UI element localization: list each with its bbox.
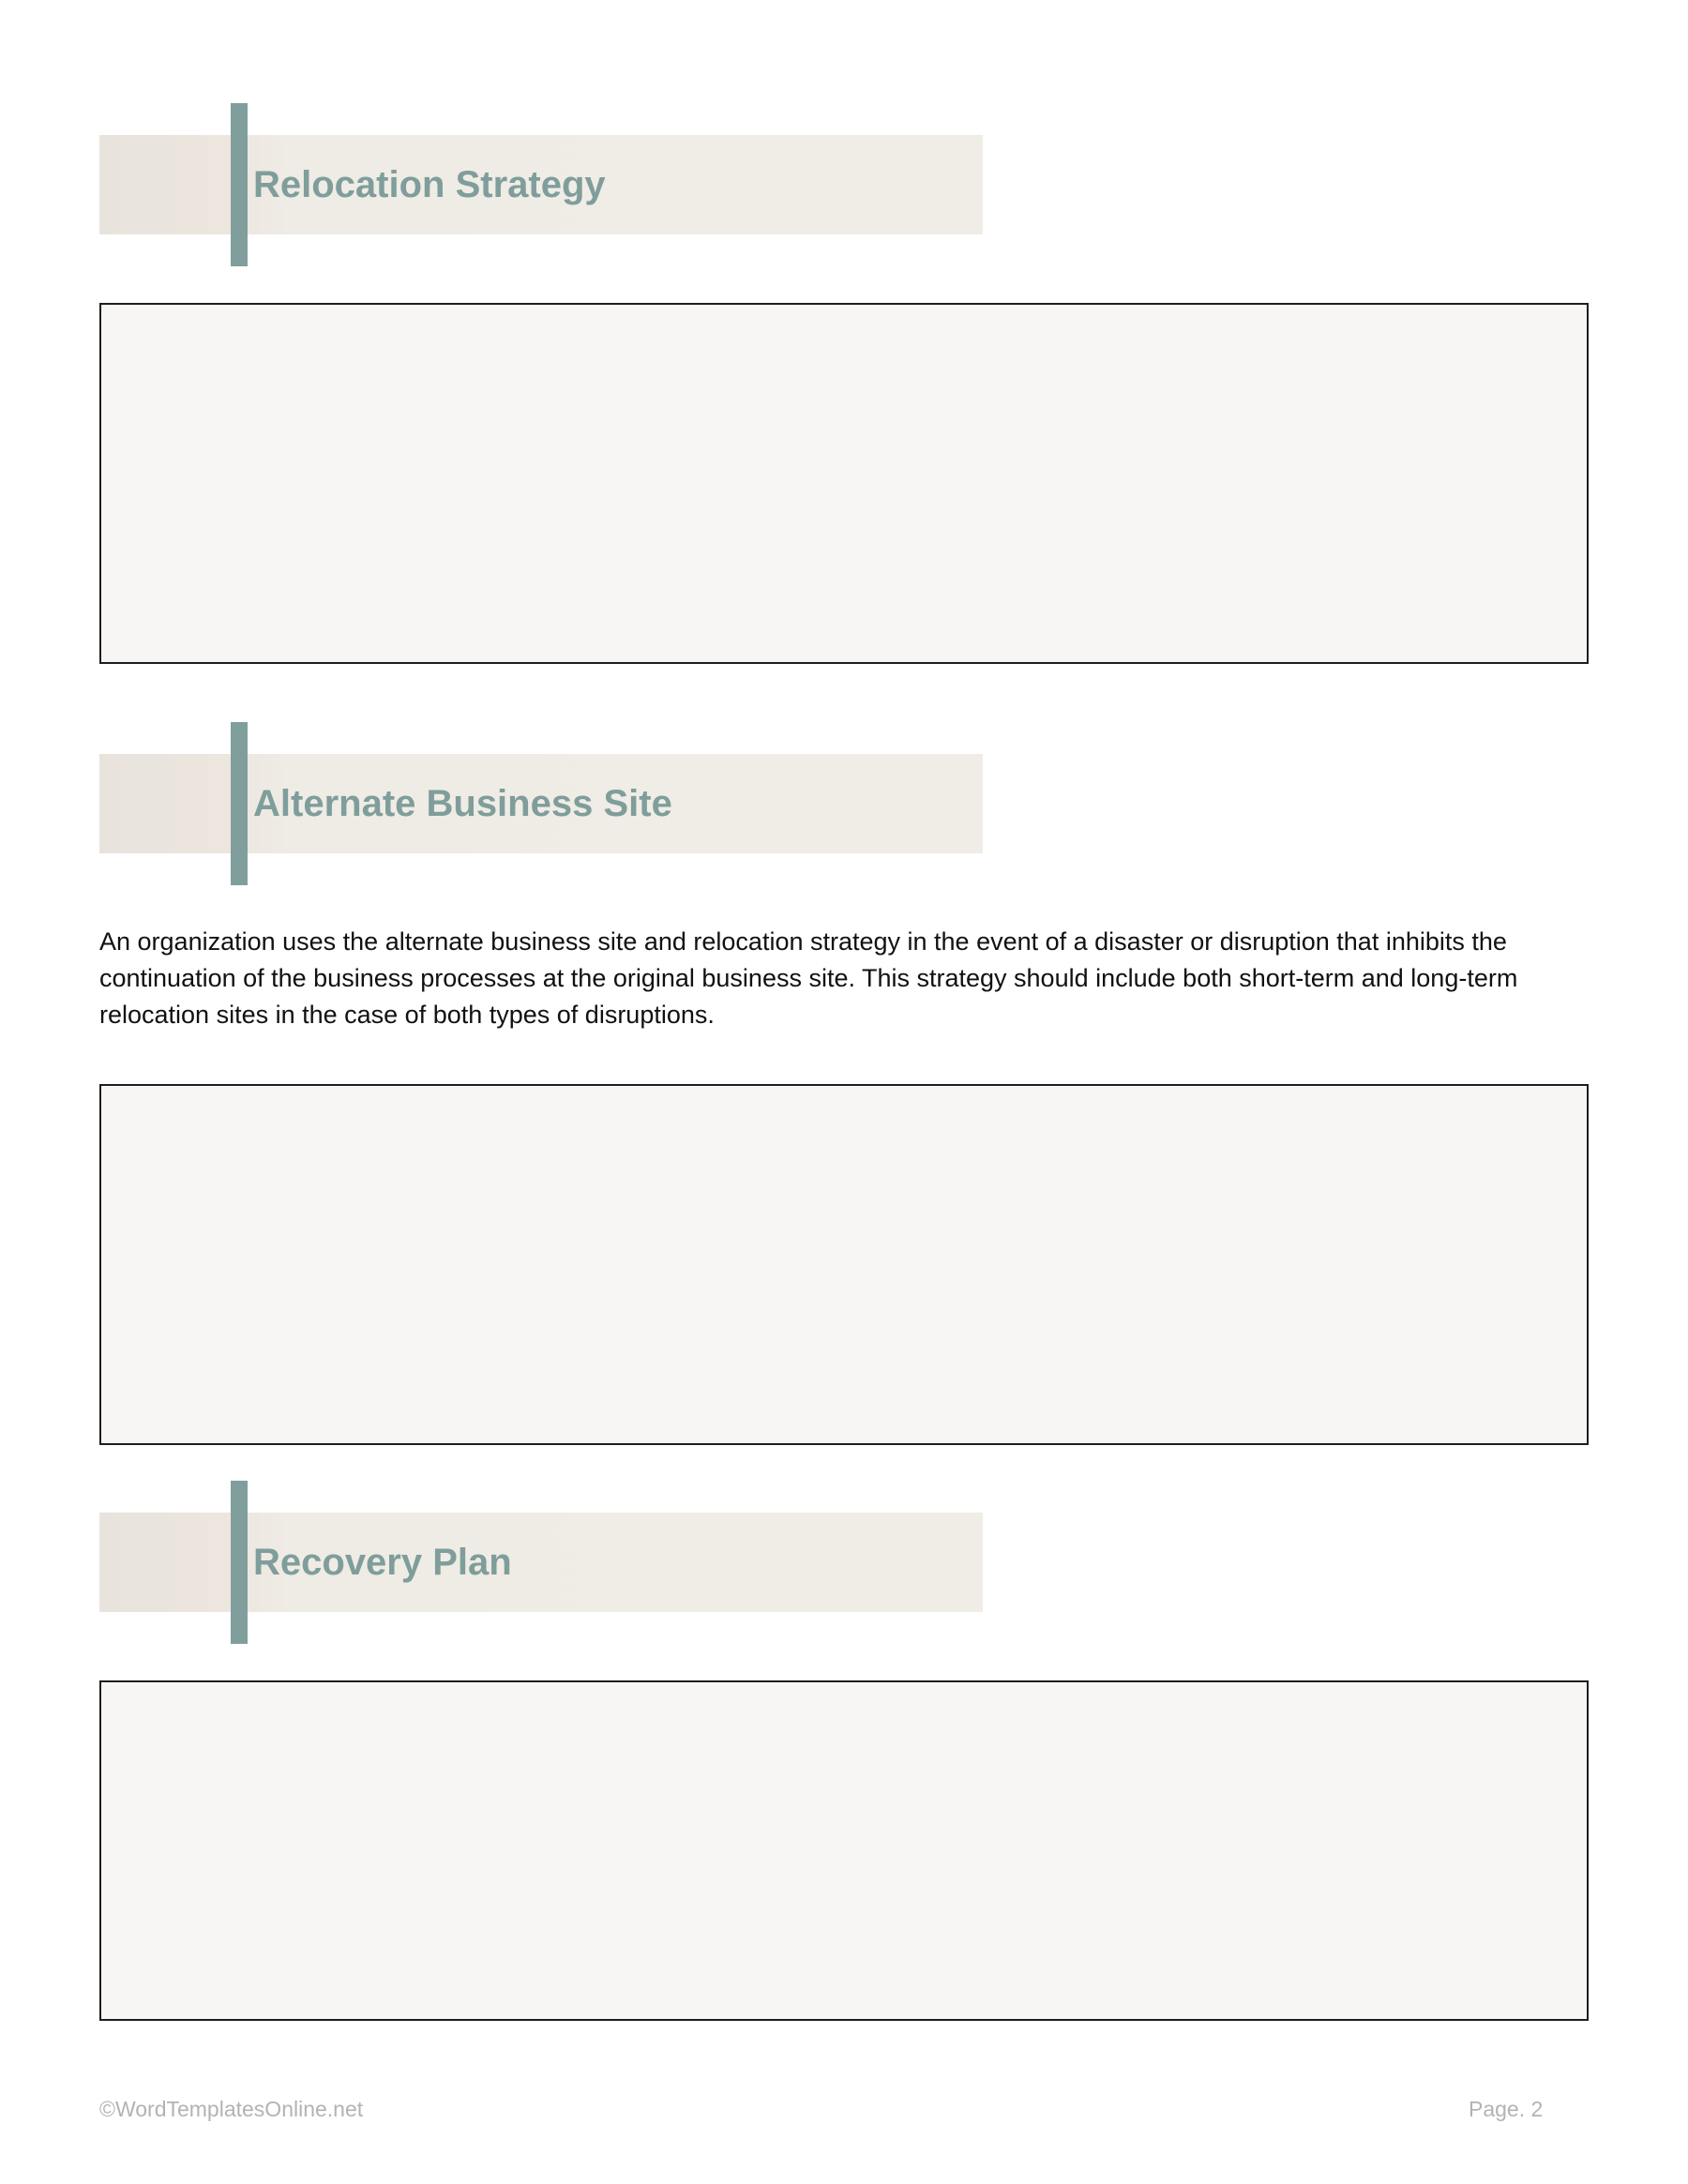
footer-page-number: Page. 2	[1469, 2097, 1544, 2121]
relocation-strategy-entry-box[interactable]	[99, 303, 1589, 664]
accent-bar	[231, 1481, 248, 1644]
section-title-alternate-business-site: Alternate Business Site	[253, 783, 672, 824]
footer-copyright: ©WordTemplatesOnline.net	[99, 2097, 364, 2121]
accent-bar	[231, 103, 248, 266]
recovery-plan-entry-box[interactable]	[99, 1680, 1589, 2021]
alternate-business-site-description: An organization uses the alternate business site and relocation strategy in the event of a disaster or disruption that inhibits the continuation of the business processes at the original business site. This strategy should include both short-term and long-term relocation sites in the case of both types of disruptions.	[99, 927, 1518, 1029]
section-title-recovery-plan: Recovery Plan	[253, 1542, 512, 1583]
section-title-relocation-strategy: Relocation Strategy	[253, 164, 606, 205]
alternate-business-site-entry-box[interactable]	[99, 1084, 1589, 1445]
accent-bar	[231, 722, 248, 885]
